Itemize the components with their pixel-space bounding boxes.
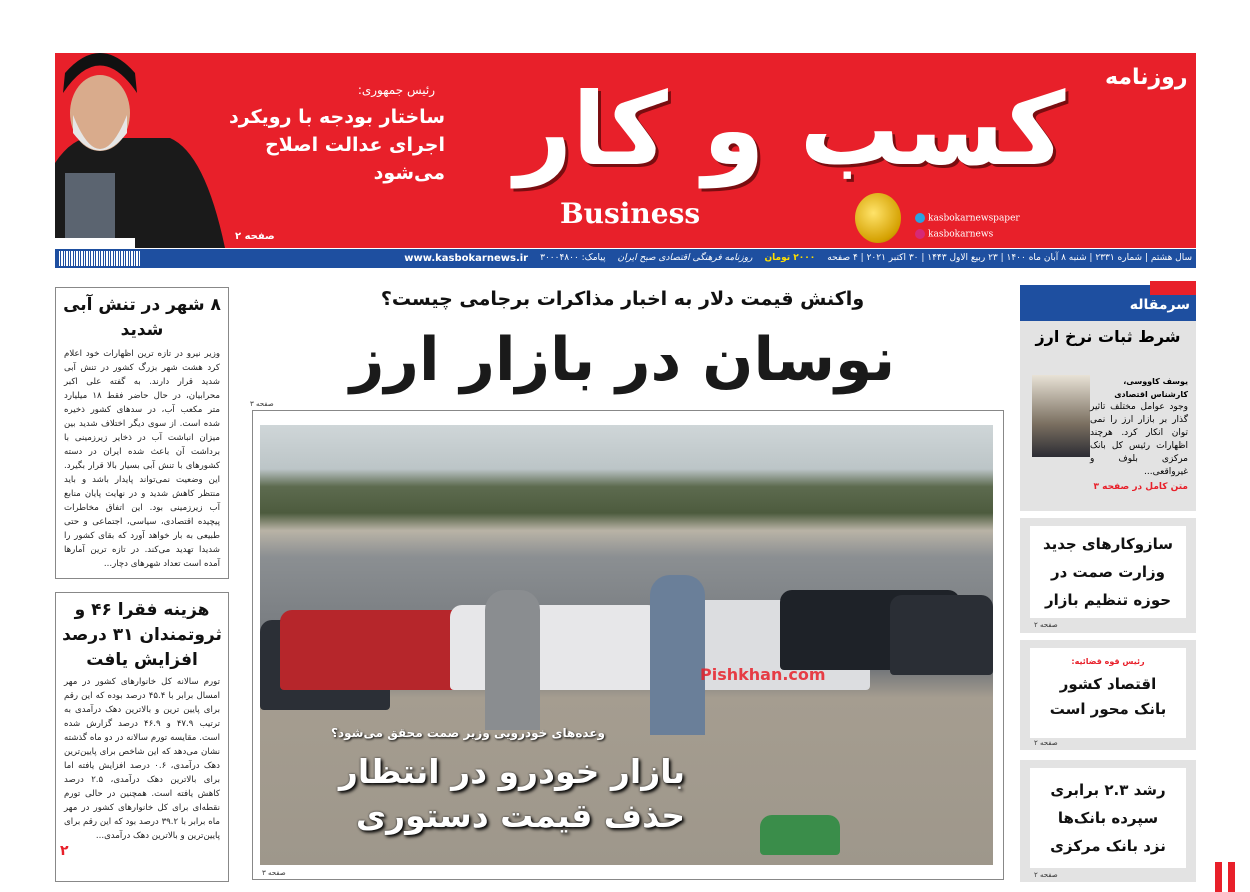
read-more-link[interactable]: متن کامل در صفحه ۳ — [1093, 482, 1188, 492]
right-story-1[interactable] — [1020, 518, 1196, 633]
author-name: یوسف کاووسی، کارشناس اقتصادی — [1114, 377, 1188, 399]
story-title: هزینه فقرا ۴۶ و ثروتمندان ۳۱ درصد افزایش یافت — [62, 600, 222, 670]
headline-page: صفحه ۳ — [250, 400, 274, 408]
page-number: ۲ — [60, 843, 69, 859]
main-kicker: واکنش قیمت دلار به اخبار مذاکرات برجامی چیست؟ — [380, 288, 865, 310]
editorial-header: سرمقاله — [1020, 285, 1196, 321]
photo-page: صفحه ۳ — [262, 869, 286, 877]
editorial-title: شرط ثبات نرخ ارز — [1035, 327, 1181, 346]
logo-latin: Business — [560, 197, 701, 230]
right-story-2[interactable] — [1020, 640, 1196, 750]
story-title: سازوکارهای جدید وزارت صمت در حوزه تنظیم بازار — [1030, 526, 1186, 618]
instagram-text: kasbokarnews — [928, 229, 994, 240]
watermark: Pishkhan.com — [700, 665, 826, 684]
red-marker — [1215, 862, 1222, 892]
story-body: وزیر نیرو در تازه ترین اظهارات خود اعلام کرد هشت شهر بزرگ کشور در تنش آبی شدید قرار دارند. به گفته علی اکبر محرابیان، در حال حاضر فقط ۱۸ میلیارد متر مکعب آب، در سدهای کشور ذخیره شده است. از سوی دیگر اختلاف شدید بین میزان انباشت آب در ذخایر زیرزمینی با برداشت آن باعث شده ایران در دسته کشورهای با تنش آبی بسیار بالا قرار بگیرد. این وضعیت نمی‌تواند پایدار باشد و باید منتظر کاهش شدید و در نهایت پایان منابع آب زیرزمینی بود. این اتفاق مخاطرات پیچیده اقتصادی، سیاسی، اجتماعی و حتی طبیعی به بار خواهد آورد که بقای کشور را شدیدا تهدید می‌کند. در تازه ترین آمارها آمده است تعداد شهرهای دچار... — [64, 349, 220, 569]
instagram-icon — [915, 229, 925, 239]
tagline: روزنامه فرهنگی اقتصادی صبح ایران — [617, 253, 753, 263]
newspaper-logo: کسب و کار — [514, 71, 1066, 188]
lead-kicker: رئیس جمهوری: — [357, 83, 435, 97]
red-marker — [1228, 862, 1235, 892]
editorial-body: وجود عوامل مختلف تاثیر گذار بر بازار ارز را نمی توان انکار کرد. هرچند اظهارات رئیس کل بانک مرکزی بلوف و غیرواقعی... — [1090, 402, 1188, 477]
right-story-3[interactable] — [1020, 760, 1196, 882]
telegram-icon — [915, 213, 925, 223]
masthead — [55, 53, 1196, 248]
editorial-content — [1028, 375, 1188, 494]
story-title: اقتصاد کشور بانک محور است — [1049, 675, 1167, 718]
lead-title[interactable]: ساختار بودجه با رویکرد اجرای عدالت اصلاح می‌شود — [229, 106, 445, 184]
instagram-handle[interactable] — [915, 229, 993, 240]
issue-info: سال هشتم | شماره ۲۳۳۱ | شنبه ۸ آبان ماه ۱۴۰۰ | ۲۳ ربیع الاول ۱۴۴۳ | ۳۰ اکتبر ۲۰۲۱ | ۴ صفحه — [827, 253, 1192, 263]
lead-page: صفحه ۲ — [235, 231, 275, 242]
paper-label: روزنامه — [1105, 65, 1188, 90]
photo-headline[interactable]: بازار خودرو در انتظار حذف قیمت دستوری — [338, 752, 685, 835]
story-inner — [1030, 648, 1186, 738]
sms-number: پیامک: ۳۰۰۰۴۸۰۰ — [540, 253, 606, 263]
photo-kicker: وعده‌های خودرویی وزیر صمت محقق می‌شود؟ — [331, 726, 605, 740]
price: ۲۰۰۰ تومان — [764, 253, 816, 263]
president-portrait — [55, 53, 225, 248]
main-headline[interactable]: نوسان در بازار ارز — [349, 325, 896, 395]
red-tab — [1150, 281, 1196, 295]
story-page: صفحه ۲ — [1034, 739, 1058, 747]
author-photo — [1032, 375, 1090, 457]
telegram-handle[interactable] — [915, 213, 1020, 224]
left-story-water[interactable] — [55, 287, 229, 579]
editorial-box[interactable] — [1020, 285, 1196, 511]
story-kicker: رئیس قوه قضائیه: — [1071, 657, 1145, 666]
story-title: ۸ شهر در تنش آبی شدید — [63, 295, 221, 340]
website-link[interactable]: www.kasbokarnews.ir — [404, 253, 529, 264]
telegram-text: kasbokarnewspaper — [928, 213, 1020, 224]
story-page: صفحه ۲ — [1034, 621, 1058, 629]
story-title: رشد ۲.۳ برابری سپرده بانک‌ها نزد بانک مرکزی — [1030, 768, 1186, 868]
story-body: تورم سالانه کل خانوارهای کشور در مهر امسال برابر با ۴۵.۴ درصد بوده که این رقم برای پایین ترین و بالاترین دهک درآمدی به ترتیب ۴۷.۹ و ۴۶.۹ درصد گزارش شده است. مقایسه تورم سالانه در دو ماه گذشته نشان می‌دهد که این شاخص برای پایین‌ترین دهک درآمدی، ۰.۶ درصد افزایش یافته اما برای بالاترین دهک درآمدی، ۲.۵ درصد کاهش یافته است. همچنین در حالی تورم نقطه‌ای برای کل خانوارهای کشور در مهر ماه برابر با ۳۹.۲ درصد بود که این رقم برای پایین‌ترین و بالاترین دهک درآمدی... — [64, 677, 220, 841]
barcode — [59, 251, 141, 266]
gold-coin-icon — [855, 193, 901, 243]
story-page: صفحه ۲ — [1034, 871, 1058, 879]
info-strip — [55, 249, 1196, 268]
left-story-inflation[interactable] — [55, 592, 229, 882]
